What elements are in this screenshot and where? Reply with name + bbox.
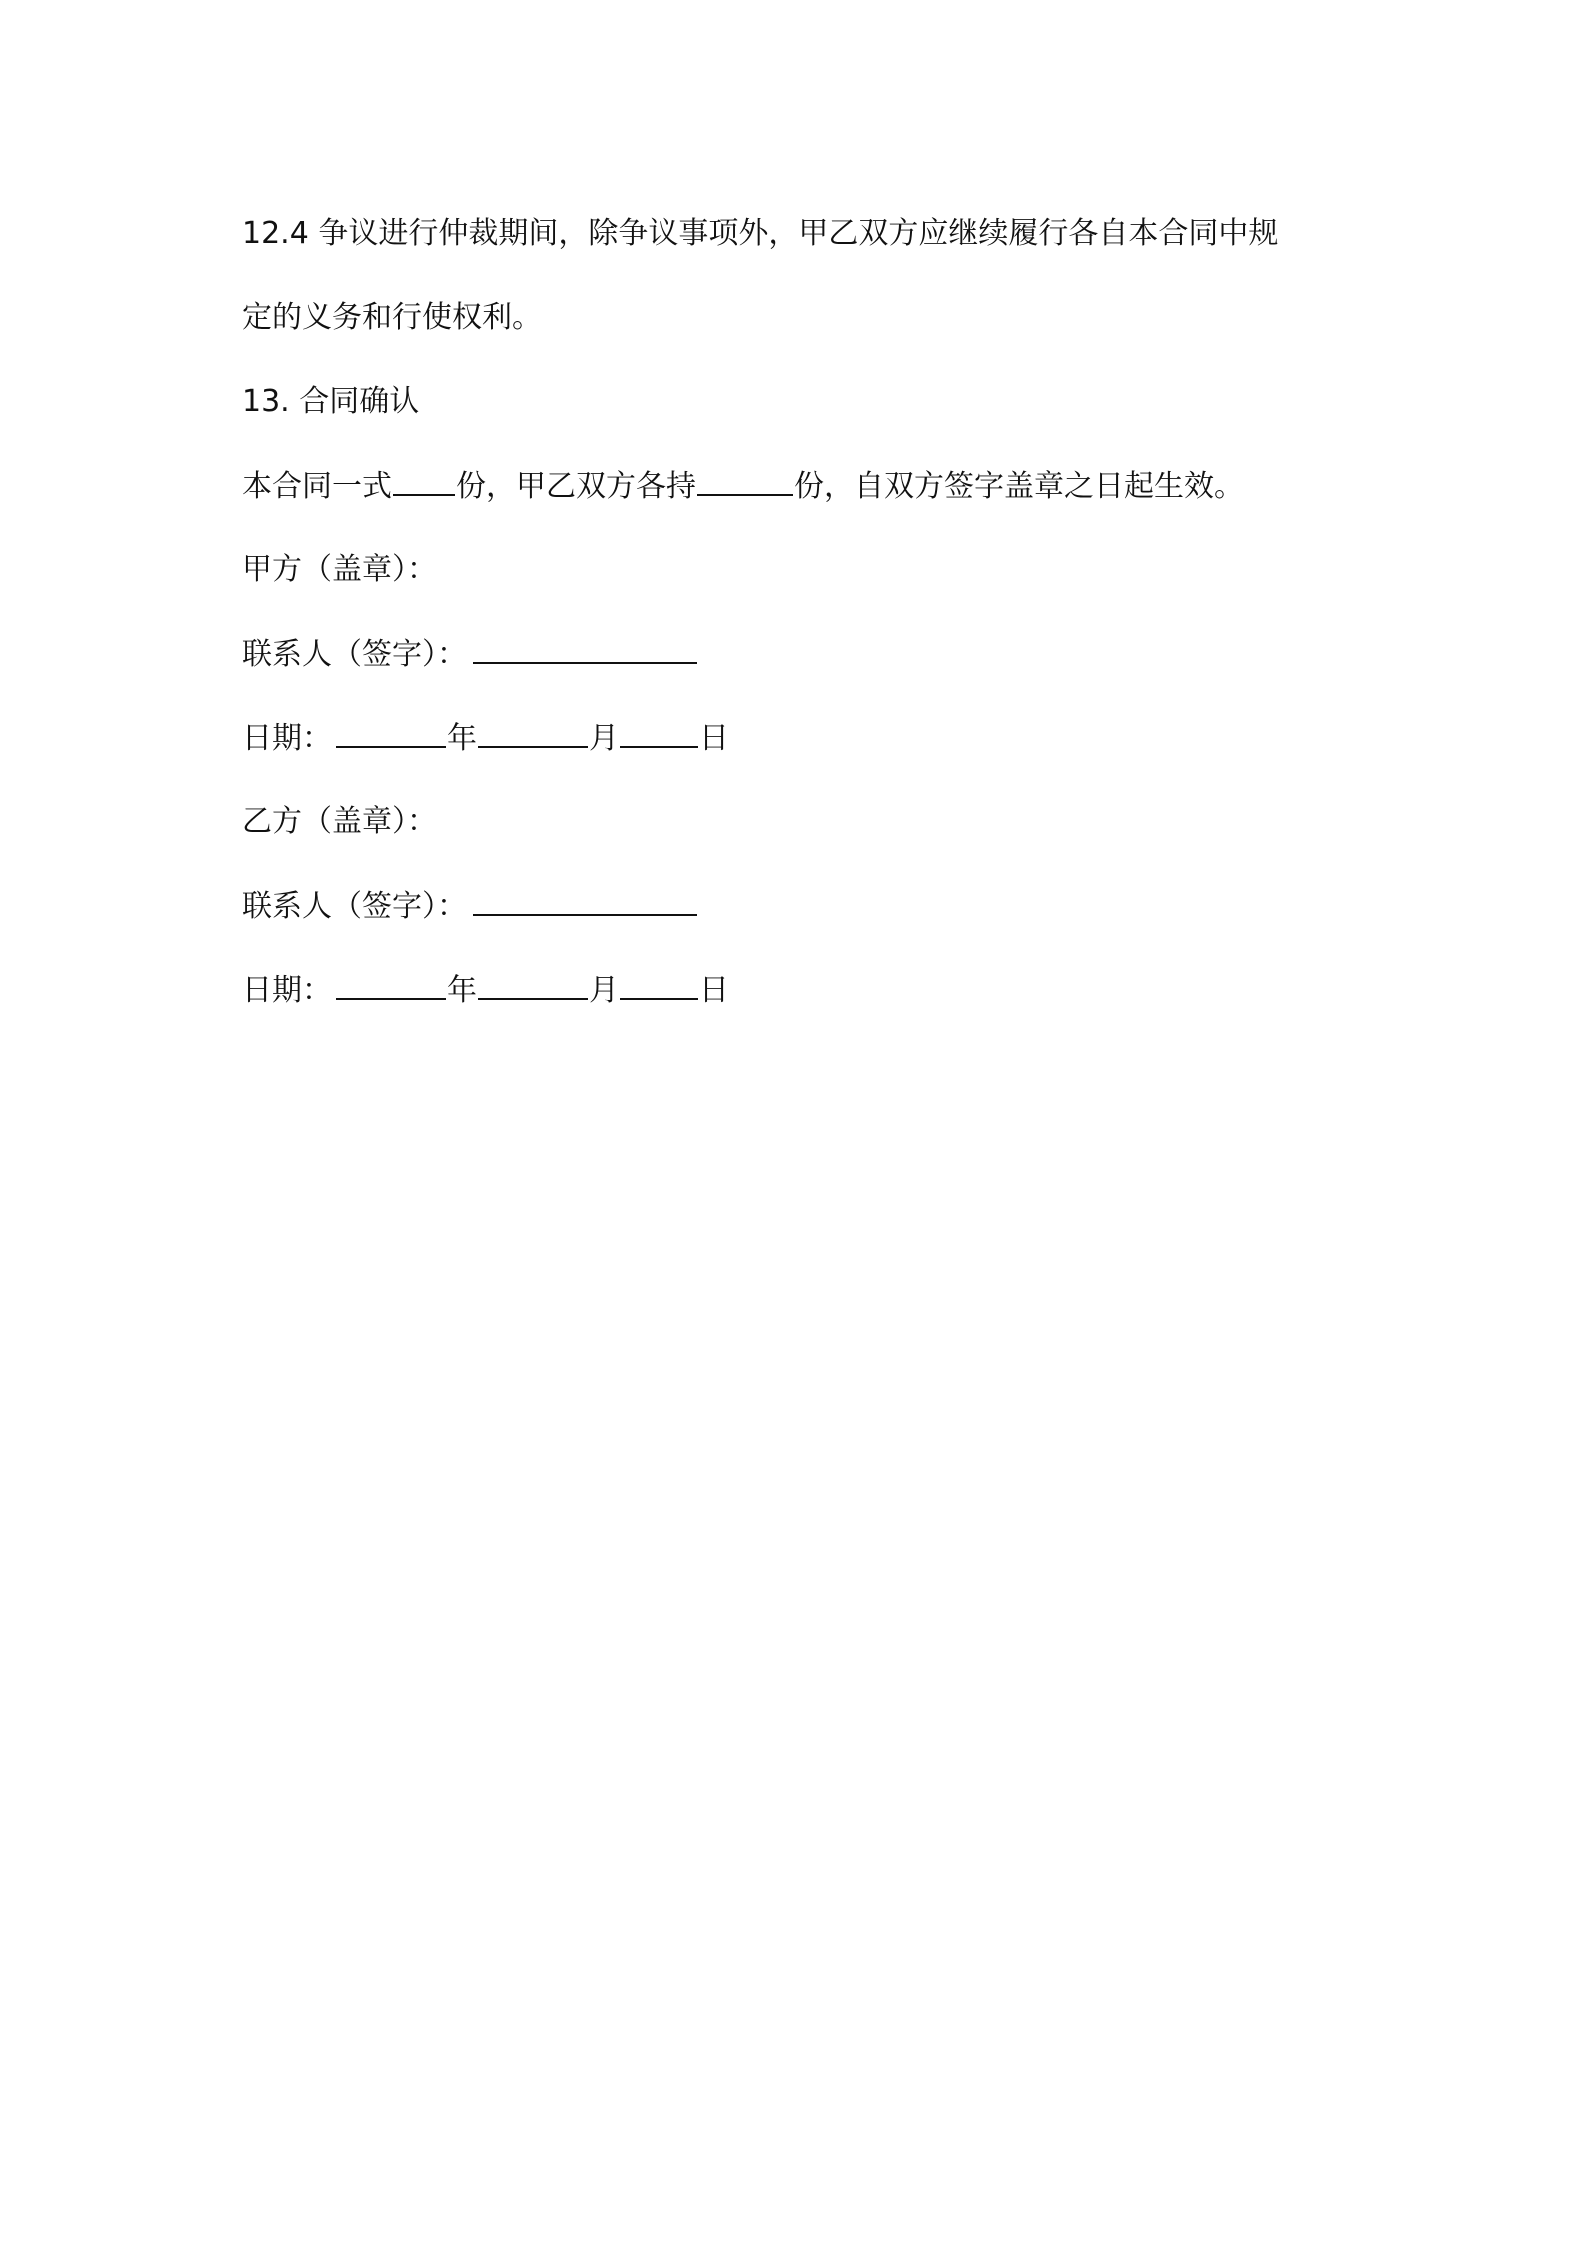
- party-b-date-row: [242, 970, 729, 1011]
- party-a-month-blank[interactable]: [478, 718, 588, 748]
- each-party-copies-blank[interactable]: [697, 466, 793, 496]
- party-b-month-blank[interactable]: [478, 970, 588, 1000]
- party-b-signature-blank[interactable]: [473, 886, 697, 916]
- total-copies-blank[interactable]: [393, 466, 455, 496]
- party-a-month-label: 月: [589, 721, 619, 756]
- clause-12-4-line-1: 12.4 争议进行仲裁期间，除争议事项外，甲乙双方应继续履行各自本合同中规: [242, 216, 1279, 251]
- party-b-contact-label: 联系人（签字）：: [242, 889, 467, 924]
- copies-statement: [242, 466, 1244, 507]
- party-b-day-blank[interactable]: [620, 970, 698, 1000]
- party-a-contact-label: 联系人（签字）：: [242, 637, 467, 672]
- party-b-year-blank[interactable]: [336, 970, 446, 1000]
- party-a-day-label: 日: [699, 721, 729, 756]
- party-a-signature-blank[interactable]: [473, 634, 697, 664]
- copies-mid-text: 份，甲乙双方各持: [456, 469, 696, 504]
- party-b-year-label: 年: [447, 973, 477, 1008]
- clause-12-4-line-2: 定的义务和行使权利。: [242, 300, 542, 335]
- party-a-seal-label: 甲方（盖章）：: [242, 552, 437, 587]
- copies-pre-text: 本合同一式: [242, 469, 392, 504]
- party-a-year-label: 年: [447, 721, 477, 756]
- party-a-year-blank[interactable]: [336, 718, 446, 748]
- party-a-contact-row: [242, 634, 698, 675]
- section-13-heading: 13. 合同确认: [242, 384, 420, 419]
- party-b-day-label: 日: [699, 973, 729, 1008]
- party-a-date-label: 日期：: [242, 721, 332, 756]
- copies-post-text: 份，自双方签字盖章之日起生效。: [794, 469, 1244, 504]
- party-b-month-label: 月: [589, 973, 619, 1008]
- party-b-contact-row: [242, 886, 698, 927]
- party-a-date-row: [242, 718, 729, 759]
- party-b-date-label: 日期：: [242, 973, 332, 1008]
- party-b-seal-label: 乙方（盖章）：: [242, 804, 437, 839]
- party-a-day-blank[interactable]: [620, 718, 698, 748]
